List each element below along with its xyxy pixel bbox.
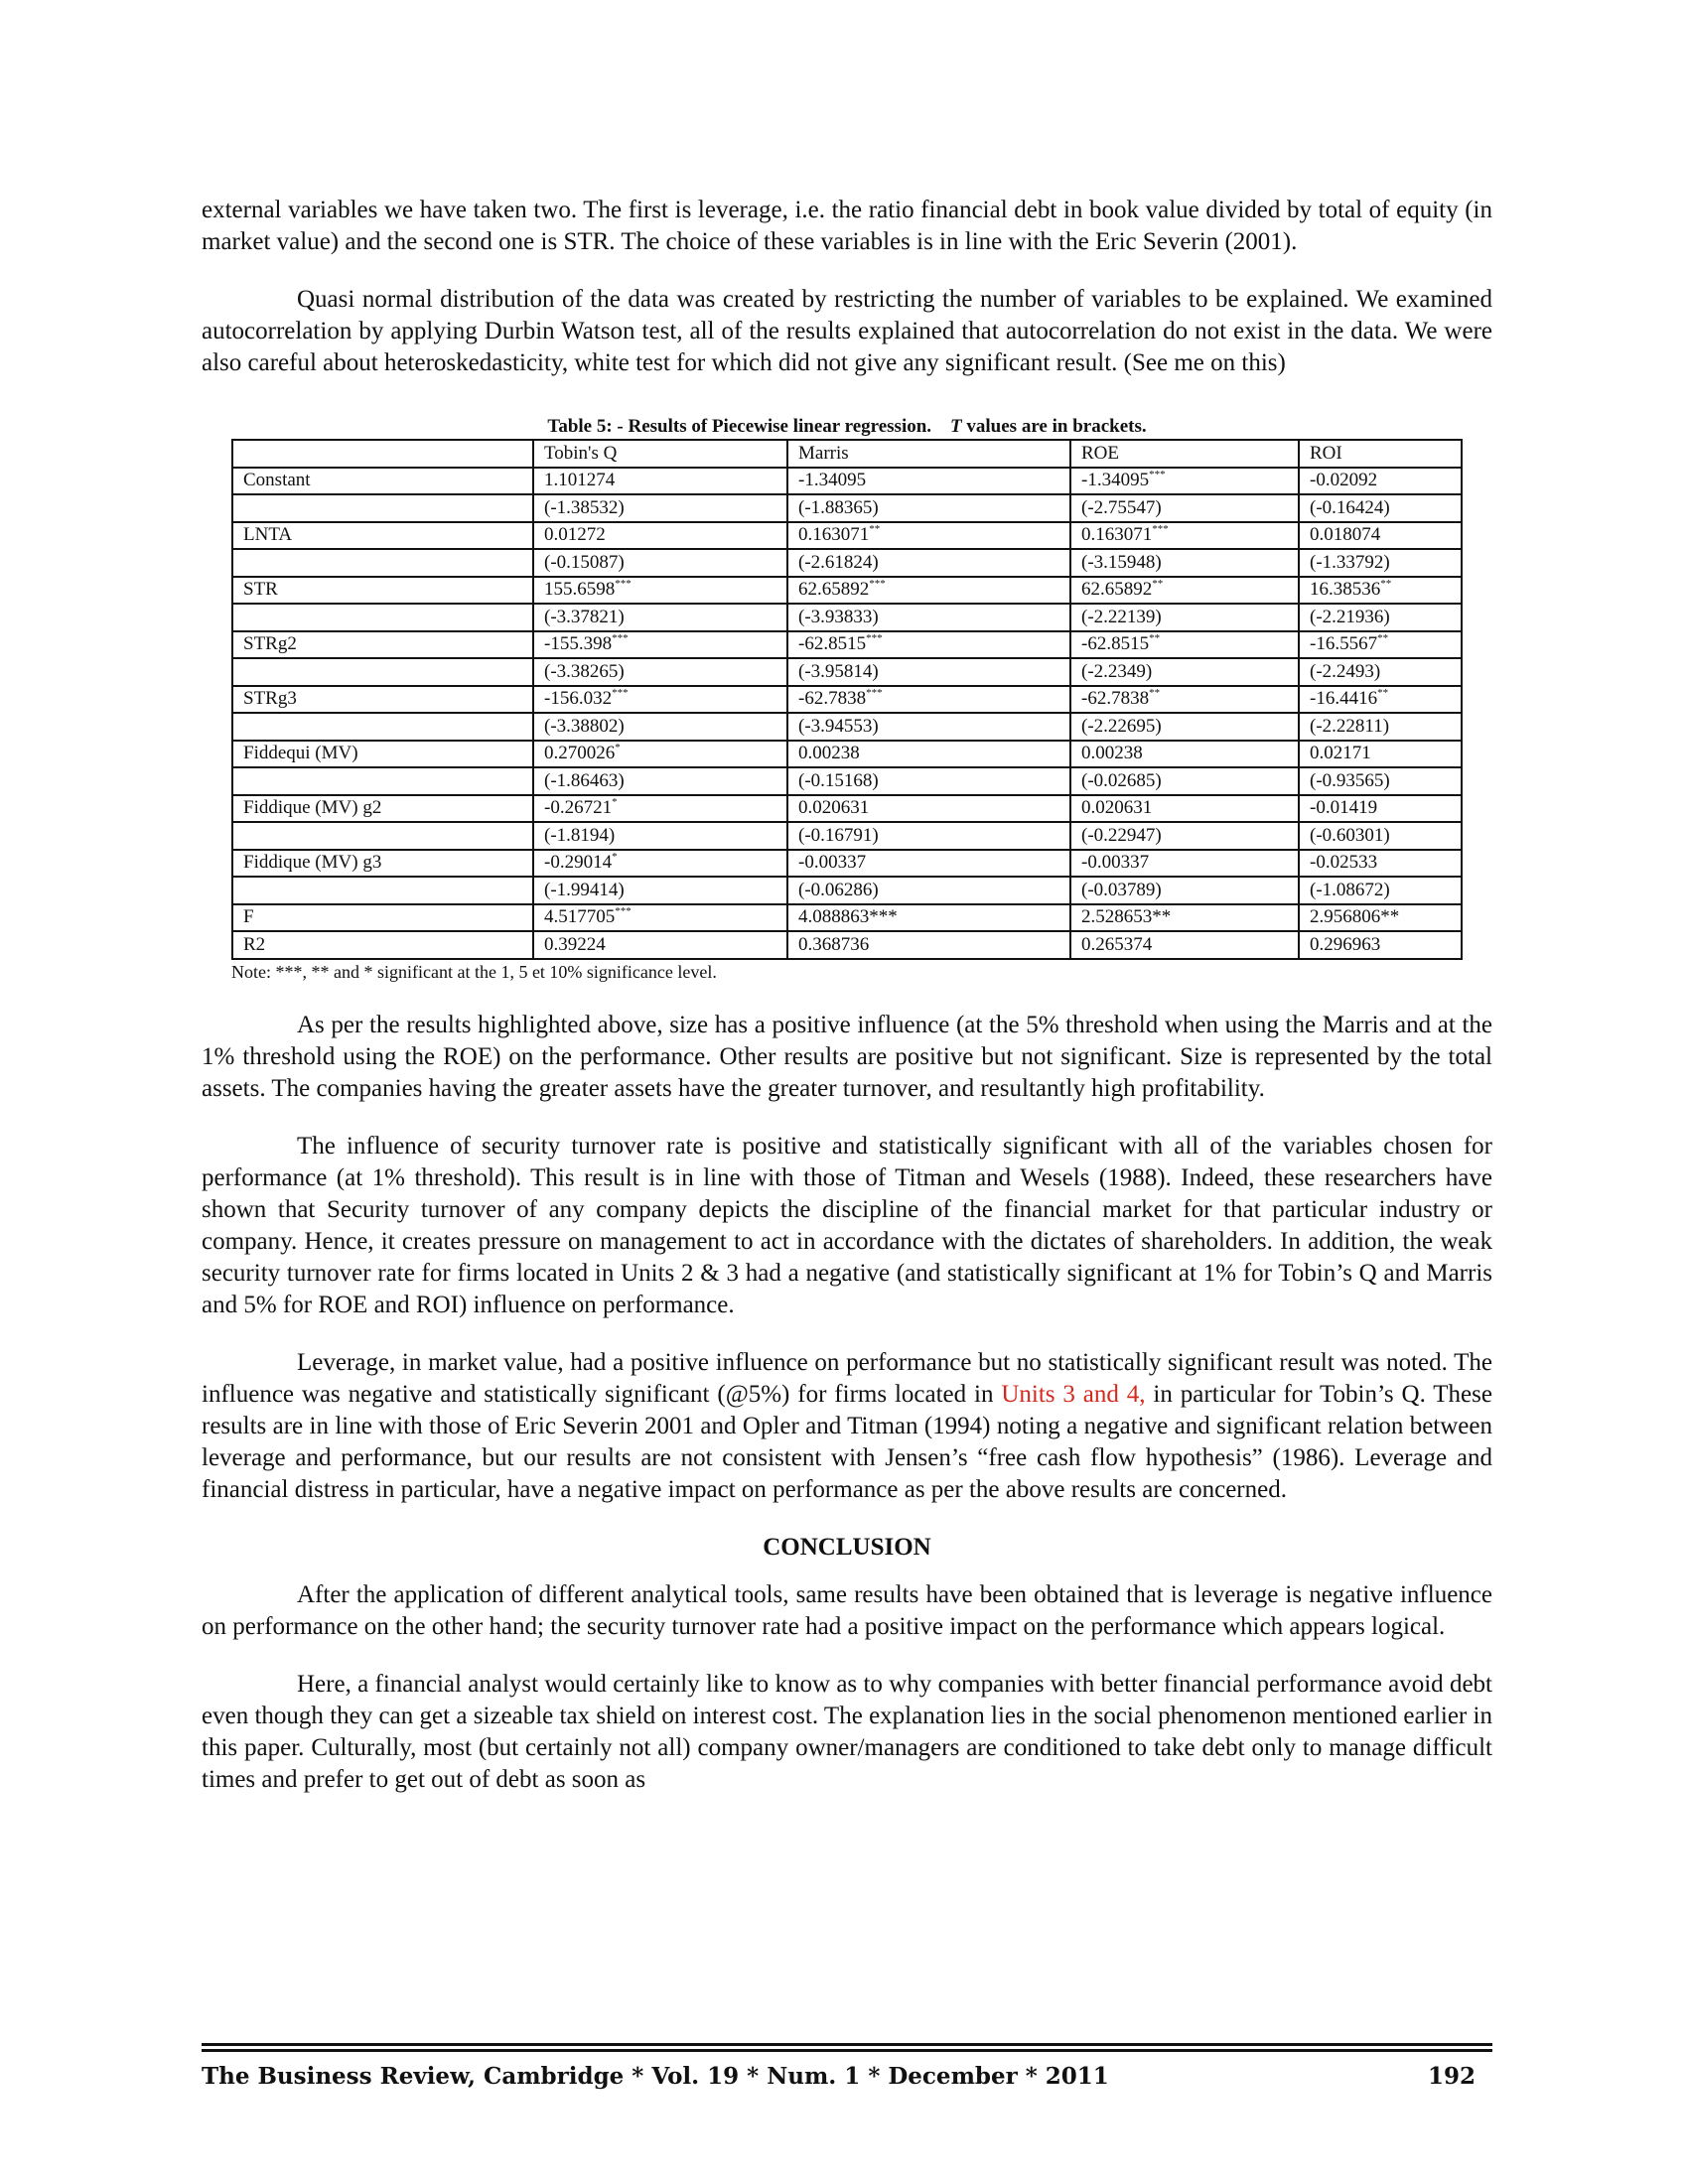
body-paragraph: The influence of security turnover rate is positive and statistically significant with all of the variables chosen for performance (at 1% threshold). This result is in line with those of Titman and Wesels (1988). Indeed, these researchers have shown that Security turnover of any company depicts the discipline of the financial market for that particular industry or company. Hence, it creates pressure on management to act in accordance with the dictates of shareholders. In addition, the weak security turnover rate for firms located in Units 2 & 3 had a negative (and statistically significant at 1% for Tobin’s Q and Marris and 5% for ROE and ROI) influence on performance. bbox=[202, 1132, 1492, 1318]
significance-marker: *** bbox=[1152, 523, 1169, 536]
table-cell: F bbox=[232, 904, 533, 932]
table-cell: (-1.88365) bbox=[787, 494, 1070, 522]
table-cell: 1.101274 bbox=[533, 468, 787, 495]
table-row bbox=[232, 767, 1462, 795]
table-cell: (-3.95814) bbox=[787, 658, 1070, 686]
table-cell: (-3.94553) bbox=[787, 713, 1070, 741]
table-cell: -0.29014* bbox=[533, 850, 787, 878]
table-row bbox=[232, 577, 1462, 605]
significance-marker: ** bbox=[1149, 632, 1161, 645]
results-table bbox=[231, 439, 1463, 960]
table-header-cell: Tobin's Q bbox=[533, 440, 787, 468]
table-header-row bbox=[232, 440, 1462, 468]
significance-marker: *** bbox=[615, 578, 632, 591]
table-cell: (-0.03789) bbox=[1070, 877, 1299, 904]
table-header-cell bbox=[232, 440, 533, 468]
table-cell: 0.00238 bbox=[787, 741, 1070, 768]
body-paragraph: After the application of different analytical tools, same results have been obtained that is leverage is negative influence on performance on the other hand; the security turnover rate had a positive impact on the performance which appears logical. bbox=[202, 1580, 1492, 1640]
journal-citation: The Business Review, Cambridge * Vol. 19 * Num. 1 * December * 2011 bbox=[202, 2063, 1109, 2090]
table-cell: 0.02171 bbox=[1299, 741, 1462, 768]
table-cell bbox=[232, 549, 533, 577]
table-row bbox=[232, 904, 1462, 932]
table-cell: (-3.38265) bbox=[533, 658, 787, 686]
table-cell: 0.018074 bbox=[1299, 522, 1462, 550]
table-cell: (-2.21936) bbox=[1299, 604, 1462, 631]
table-cell bbox=[232, 713, 533, 741]
table-cell: (-0.93565) bbox=[1299, 767, 1462, 795]
table-cell bbox=[232, 658, 533, 686]
table-cell: (-0.02685) bbox=[1070, 767, 1299, 795]
table-cell: -156.032*** bbox=[533, 686, 787, 714]
table-caption: Table 5: - Results of Piecewise linear regression. T values are in brackets. bbox=[547, 416, 1147, 437]
table-cell: (-3.15948) bbox=[1070, 549, 1299, 577]
significance-marker: *** bbox=[866, 687, 883, 700]
table-cell: (-1.38532) bbox=[533, 494, 787, 522]
table-cell: 0.39224 bbox=[533, 931, 787, 959]
table-cell: -16.4416** bbox=[1299, 686, 1462, 714]
significance-marker: ** bbox=[1377, 687, 1389, 700]
table-cell bbox=[232, 822, 533, 850]
table-cell: 16.38536** bbox=[1299, 577, 1462, 605]
table-row bbox=[232, 877, 1462, 904]
table-cell: (-2.22139) bbox=[1070, 604, 1299, 631]
significance-marker: * bbox=[612, 851, 618, 864]
significance-marker: ** bbox=[1380, 578, 1392, 591]
table-cell: R2 bbox=[232, 931, 533, 959]
body-paragraph: As per the results highlighted above, size has a positive influence (at the 5% threshold when using the Marris and at the 1% threshold using the ROE) on the performance. Other results are positive but not significant. Size is represented by the total assets. The companies having the greater assets have the greater turnover, and resultantly high profitability. bbox=[202, 1011, 1492, 1102]
table-row bbox=[232, 850, 1462, 878]
table-cell: (-3.37821) bbox=[533, 604, 787, 631]
table-cell: -1.34095*** bbox=[1070, 468, 1299, 495]
table-cell: STRg2 bbox=[232, 631, 533, 659]
significance-marker: ** bbox=[1377, 632, 1389, 645]
table-cell: 4.517705*** bbox=[533, 904, 787, 932]
table-cell: -16.5567** bbox=[1299, 631, 1462, 659]
significance-marker: *** bbox=[615, 905, 632, 918]
page-number: 192 bbox=[1427, 2063, 1476, 2090]
table-cell: (-3.93833) bbox=[787, 604, 1070, 631]
table-cell: Fiddequi (MV) bbox=[232, 741, 533, 768]
table-cell: -0.01419 bbox=[1299, 795, 1462, 823]
table-cell: (-2.22811) bbox=[1299, 713, 1462, 741]
significance-marker: *** bbox=[866, 632, 883, 645]
table-cell: -1.34095 bbox=[787, 468, 1070, 495]
table-cell: (-0.15087) bbox=[533, 549, 787, 577]
significance-marker: ** bbox=[1149, 687, 1161, 700]
significance-marker: * bbox=[615, 742, 621, 754]
table-cell: -0.00337 bbox=[1070, 850, 1299, 878]
table-cell: 0.00238 bbox=[1070, 741, 1299, 768]
page-footer bbox=[202, 2063, 1476, 2090]
table-cell: 4.088863*** bbox=[787, 904, 1070, 932]
table-cell: 0.163071** bbox=[787, 522, 1070, 550]
table-cell: -155.398*** bbox=[533, 631, 787, 659]
significance-marker: *** bbox=[1149, 469, 1166, 481]
page-body bbox=[202, 195, 1492, 1796]
results-table-body bbox=[232, 440, 1462, 959]
table-cell: (-0.22947) bbox=[1070, 822, 1299, 850]
table-cell: (-2.22695) bbox=[1070, 713, 1299, 741]
table-cell: (-0.60301) bbox=[1299, 822, 1462, 850]
body-paragraph: Here, a financial analyst would certainly like to know as to why companies with better financial performance avoid debt even though they can get a sizeable tax shield on interest cost. The explanation lies in the social phenomenon mentioned earlier in this paper. Culturally, most (but certainly not all) company owner/managers are conditioned to take debt only to manage difficult times and prefer to get out of debt as soon as bbox=[202, 1670, 1492, 1793]
table-row bbox=[232, 631, 1462, 659]
table-cell: (-2.2349) bbox=[1070, 658, 1299, 686]
table-header-cell: Marris bbox=[787, 440, 1070, 468]
table-note: Note: ***, ** and * significant at the 1, 5 et 10% significance level. bbox=[231, 961, 717, 982]
table-cell: 0.163071*** bbox=[1070, 522, 1299, 550]
table-cell: 155.6598*** bbox=[533, 577, 787, 605]
significance-marker: ** bbox=[1152, 578, 1164, 591]
table-cell: (-1.99414) bbox=[533, 877, 787, 904]
table-cell bbox=[232, 494, 533, 522]
table-cell: Fiddique (MV) g3 bbox=[232, 850, 533, 878]
table-row bbox=[232, 494, 1462, 522]
table-cell: Fiddique (MV) g2 bbox=[232, 795, 533, 823]
table-cell: 0.296963 bbox=[1299, 931, 1462, 959]
table-cell: (-1.86463) bbox=[533, 767, 787, 795]
table-row bbox=[232, 822, 1462, 850]
table-cell: (-1.8194) bbox=[533, 822, 787, 850]
table-cell: (-2.75547) bbox=[1070, 494, 1299, 522]
table-row bbox=[232, 522, 1462, 550]
table-cell: 62.65892*** bbox=[787, 577, 1070, 605]
table-cell: Constant bbox=[232, 468, 533, 495]
table-cell: -0.00337 bbox=[787, 850, 1070, 878]
significance-marker: *** bbox=[612, 632, 629, 645]
table-row bbox=[232, 713, 1462, 741]
body-paragraph: Quasi normal distribution of the data was created by restricting the number of variables to be explained. We examined autocorrelation by applying Durbin Watson test, all of the results explained that autocorrelation do not exist in the data. We were also careful about heteroskedasticity, white test for which did not give any significant result. (See me on this) bbox=[202, 286, 1492, 376]
table-cell: -62.8515** bbox=[1070, 631, 1299, 659]
table-cell: (-1.08672) bbox=[1299, 877, 1462, 904]
significance-marker: *** bbox=[869, 578, 886, 591]
table-cell bbox=[232, 877, 533, 904]
section-heading: CONCLUSION bbox=[763, 1533, 931, 1561]
table-row bbox=[232, 686, 1462, 714]
table-cell: -62.8515*** bbox=[787, 631, 1070, 659]
body-paragraph: external variables we have taken two. The first is leverage, i.e. the ratio financial debt in book value divided by total of equity (in market value) and the second one is STR. The choice of these variables is in line with the Eric Severin (2001). bbox=[202, 197, 1492, 255]
table-cell: STR bbox=[232, 577, 533, 605]
table-cell: (-0.06286) bbox=[787, 877, 1070, 904]
table-cell: (-2.2493) bbox=[1299, 658, 1462, 686]
table-cell: -62.7838** bbox=[1070, 686, 1299, 714]
table-row bbox=[232, 658, 1462, 686]
table-cell: -62.7838*** bbox=[787, 686, 1070, 714]
table-cell: (-0.16791) bbox=[787, 822, 1070, 850]
table-cell: 0.020631 bbox=[787, 795, 1070, 823]
table-cell: 0.270026* bbox=[533, 741, 787, 768]
table-cell: (-0.16424) bbox=[1299, 494, 1462, 522]
table-cell: 2.956806** bbox=[1299, 904, 1462, 932]
table-row bbox=[232, 549, 1462, 577]
table-cell: (-1.33792) bbox=[1299, 549, 1462, 577]
table-cell: 0.020631 bbox=[1070, 795, 1299, 823]
table-cell: 0.01272 bbox=[533, 522, 787, 550]
table-cell: -0.26721* bbox=[533, 795, 787, 823]
table-row bbox=[232, 741, 1462, 768]
table-header-cell: ROI bbox=[1299, 440, 1462, 468]
table-cell: -0.02092 bbox=[1299, 468, 1462, 495]
table-cell: 0.368736 bbox=[787, 931, 1070, 959]
table-cell: (-0.15168) bbox=[787, 767, 1070, 795]
table-cell: 62.65892** bbox=[1070, 577, 1299, 605]
table-header-cell: ROE bbox=[1070, 440, 1299, 468]
significance-marker: * bbox=[612, 796, 618, 809]
table-row bbox=[232, 468, 1462, 495]
table-row bbox=[232, 795, 1462, 823]
table-row bbox=[232, 604, 1462, 631]
table-cell: LNTA bbox=[232, 522, 533, 550]
table-cell: 0.265374 bbox=[1070, 931, 1299, 959]
leverage-paragraph: Leverage, in market value, had a positive influence on performance but no statistically significant result was noted. The influence was negative and statistically significant (@5%) for firms located in Units 3 and 4, in particular for Tobin’s Q. These results are in line with those of Eric Severin 2001 and Opler and Titman (1994) noting a negative and significant relation between leverage and performance, but our results are not consistent with Jensen’s “free cash flow hypothesis” (1986). Leverage and financial distress in particular, have a negative impact on performance as per the above results are concerned. bbox=[202, 1348, 1492, 1503]
table-cell bbox=[232, 767, 533, 795]
highlighted-text: Units 3 and 4, bbox=[1001, 1380, 1146, 1408]
significance-marker: *** bbox=[612, 687, 629, 700]
footer-rule bbox=[202, 2043, 1492, 2052]
significance-marker: ** bbox=[869, 523, 881, 536]
table-cell: 2.528653** bbox=[1070, 904, 1299, 932]
table-row bbox=[232, 931, 1462, 959]
table-cell: (-3.38802) bbox=[533, 713, 787, 741]
table-cell: STRg3 bbox=[232, 686, 533, 714]
table-cell: -0.02533 bbox=[1299, 850, 1462, 878]
table-cell: (-2.61824) bbox=[787, 549, 1070, 577]
table-cell bbox=[232, 604, 533, 631]
